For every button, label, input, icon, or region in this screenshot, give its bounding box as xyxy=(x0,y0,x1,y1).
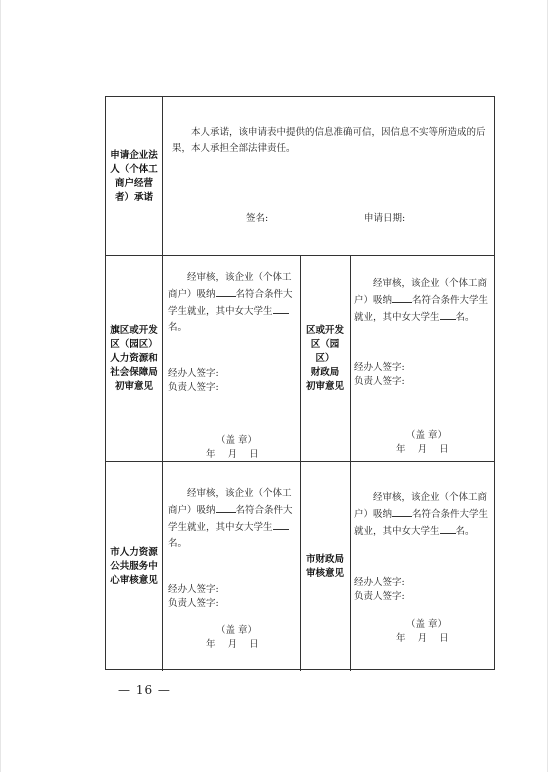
city-hr-review-text xyxy=(168,486,296,552)
label-line: 市财政局 xyxy=(305,553,344,565)
label-line: 人力资源和 xyxy=(110,353,158,364)
handler-signature-label: 经办人签字: xyxy=(354,577,405,588)
label-line: 社会保障局 xyxy=(110,367,158,378)
label-line: 市人力资源 xyxy=(110,546,158,558)
date-line: 年 月 日 xyxy=(396,633,449,644)
column-divider xyxy=(162,462,163,671)
female-count-blank[interactable] xyxy=(440,523,456,534)
label-line: 者）承诺 xyxy=(114,191,153,203)
review-prefix: 经审核，该企业（个体工商户）吸纳 xyxy=(354,278,488,306)
female-count-blank[interactable] xyxy=(440,309,456,320)
district-hr-label xyxy=(106,256,162,462)
column-divider xyxy=(350,256,351,461)
city-review-row xyxy=(106,462,494,671)
column-divider xyxy=(162,256,163,461)
district-hr-review-text xyxy=(168,270,296,336)
count-blank[interactable] xyxy=(392,292,412,303)
responsible-signature-label: 负责人签字: xyxy=(168,382,219,393)
responsible-signature-label: 负责人签字: xyxy=(354,376,405,387)
label-line: 人（个体工 xyxy=(110,163,158,175)
label-line: 申请企业法 xyxy=(110,149,158,161)
district-finance-label xyxy=(300,256,350,462)
review-prefix: 经审核，该企业（个体工商户）吸纳 xyxy=(354,492,488,520)
female-count-blank[interactable] xyxy=(273,303,289,314)
responsible-signature-label: 负责人签字: xyxy=(354,591,405,602)
label-line: 初审意见 xyxy=(305,381,344,392)
application-date-label: 申请日期: xyxy=(364,213,406,224)
label-line: 心审核意见 xyxy=(110,574,158,586)
city-finance-label xyxy=(300,462,350,671)
label-line: 财政局 xyxy=(310,367,340,378)
review-mid: 名符合条件大学生就业，其中女大学生 xyxy=(168,289,293,317)
seal-label: （盖 章） xyxy=(216,435,258,446)
label-line: 公共服务中 xyxy=(110,560,158,572)
date-line: 年 月 日 xyxy=(206,639,259,650)
count-blank[interactable] xyxy=(392,506,412,517)
column-divider xyxy=(162,97,163,255)
review-mid: 名符合条件大学生就业，其中女大学生 xyxy=(168,505,293,533)
district-review-row xyxy=(106,256,494,462)
handler-signature-label: 经办人签字: xyxy=(168,368,219,379)
date-line: 年 月 日 xyxy=(206,449,259,460)
label-line: 区（园区） xyxy=(310,339,340,364)
review-prefix: 经审核，该企业（个体工商户）吸纳 xyxy=(168,272,292,300)
count-blank[interactable] xyxy=(216,502,236,513)
female-count-blank[interactable] xyxy=(273,519,289,530)
application-form-table xyxy=(105,96,495,670)
review-suffix: 名。 xyxy=(455,526,475,537)
date-line: 年 月 日 xyxy=(396,444,449,455)
count-blank[interactable] xyxy=(216,286,236,297)
seal-label: （盖 章） xyxy=(406,430,448,441)
label-line: 商户经营 xyxy=(114,177,153,189)
review-suffix: 名。 xyxy=(168,322,188,333)
district-finance-review-text xyxy=(354,276,490,326)
signature-label: 签名: xyxy=(246,213,269,224)
label-line: 区（园区） xyxy=(110,339,158,350)
review-suffix: 名。 xyxy=(168,538,188,549)
column-divider xyxy=(350,462,351,671)
label-line: 审核意见 xyxy=(305,567,344,579)
label-line: 旗区或开发 xyxy=(110,325,158,336)
label-line: 初审意见 xyxy=(114,381,153,392)
responsible-signature-label: 负责人签字: xyxy=(168,598,219,609)
applicant-commitment-row xyxy=(106,97,494,256)
commitment-text: 本人承诺，该申请表中提供的信息准确可信，因信息不实等所造成的后果，本人承担全部法律责任。 xyxy=(172,127,486,154)
applicant-label xyxy=(106,97,162,256)
review-suffix: 名。 xyxy=(455,312,475,323)
review-prefix: 经审核，该企业（个体工商户）吸纳 xyxy=(168,488,292,516)
review-mid: 名符合条件大学生就业，其中女大学生 xyxy=(354,295,489,323)
label-line: 区或开发 xyxy=(305,325,344,336)
city-hr-label xyxy=(106,462,162,671)
seal-label: （盖 章） xyxy=(216,625,258,636)
handler-signature-label: 经办人签字: xyxy=(354,362,405,373)
page-number: — 16 — xyxy=(118,683,171,697)
review-mid: 名符合条件大学生就业，其中女大学生 xyxy=(354,509,489,537)
handler-signature-label: 经办人签字: xyxy=(168,584,219,595)
seal-label: （盖 章） xyxy=(406,619,448,630)
city-finance-review-text xyxy=(354,490,490,540)
